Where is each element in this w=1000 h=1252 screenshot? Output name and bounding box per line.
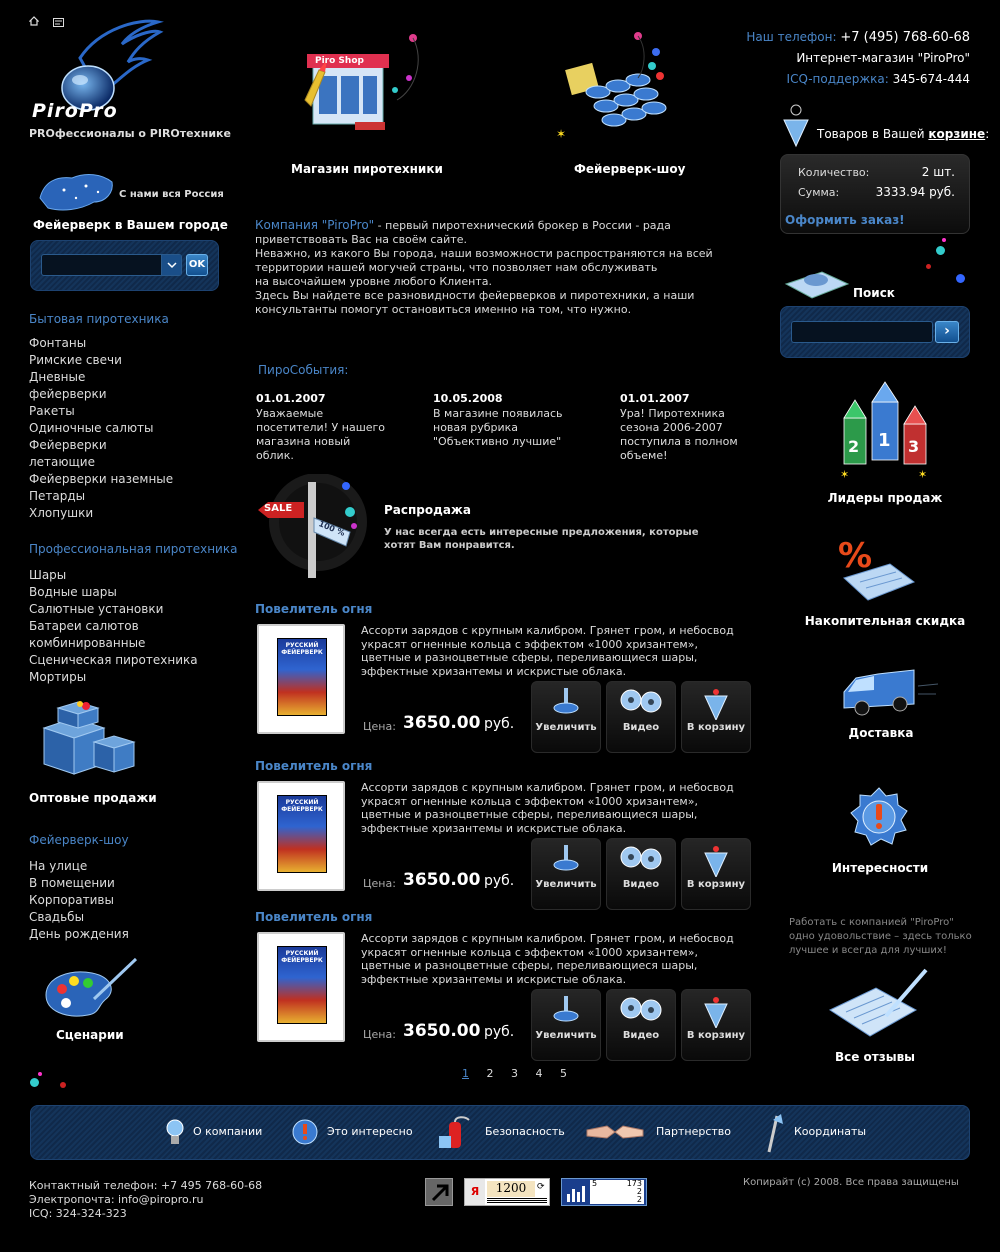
cart-qty: 2 шт. — [921, 165, 955, 179]
menu-item[interactable]: Салютные установки — [29, 602, 164, 616]
shop-icon[interactable] — [285, 30, 445, 150]
add-to-cart-button[interactable]: В корзину — [681, 989, 751, 1061]
svg-text:✶: ✶ — [840, 468, 850, 481]
leader-digit: 3 — [908, 437, 920, 456]
film-reel-icon — [607, 839, 675, 880]
zoom-icon — [532, 839, 600, 880]
leaders-label[interactable]: Лидеры продаж — [827, 491, 943, 505]
checkout-link[interactable]: Оформить заказ! — [785, 213, 905, 227]
cart-panel: Количество: 2 шт. Сумма: 3333.94 руб. Оформить заказ! — [780, 154, 970, 234]
search-input[interactable] — [791, 321, 933, 343]
page-link[interactable]: 3 — [511, 1067, 518, 1080]
events-heading: ПироСобытия: — [258, 363, 349, 377]
price-label: Цена: — [363, 1028, 396, 1041]
city-title: Фейерверк в Вашем городе — [33, 218, 228, 232]
cart-funnel-icon — [682, 839, 750, 880]
menu-pro-heading[interactable]: Профессиональная пиротехника — [29, 542, 238, 556]
menu-item[interactable]: Одиночные салюты — [29, 421, 154, 435]
coordinates-pin-icon — [763, 1112, 785, 1154]
video-button[interactable]: Видео — [606, 989, 676, 1061]
page-link[interactable]: 1 — [462, 1067, 469, 1080]
company-name: Компания "PiroPro" — [255, 218, 375, 232]
zoom-button[interactable]: Увеличить — [531, 989, 601, 1061]
show-label[interactable]: Фейерверк-шоу — [574, 162, 686, 176]
video-button[interactable]: Видео — [606, 681, 676, 753]
counter-value: 1200 — [487, 1181, 535, 1197]
product-description: Ассорти зарядов с крупным калибром. Грянет гром, и небосвод украсят огненные кольца с эффектом «1000 хризантем», цветные и разноцветные сферы, переливающиеся шары, эффектные хризантемы и искристые облака. — [361, 932, 734, 986]
header-icq: 345-674-444 — [892, 72, 970, 86]
city-select[interactable] — [41, 254, 182, 276]
zoom-icon — [532, 682, 600, 723]
discount-label[interactable]: Накопительная скидка — [804, 614, 966, 628]
event-item[interactable]: 01.01.2007 Ура! Пиротехника сезона 2006-2007 поступила в полном объеме! — [620, 392, 738, 462]
product-thumbnail[interactable] — [257, 932, 345, 1042]
search-button[interactable]: › — [935, 321, 959, 343]
delivery-label[interactable]: Доставка — [848, 726, 914, 740]
truck-icon[interactable] — [840, 668, 940, 720]
menu-show — [29, 858, 129, 943]
menu-item[interactable]: Шары — [29, 568, 67, 582]
tagline: PROфессионалы о PIROтехнике — [29, 127, 231, 140]
product-title[interactable]: Повелитель огня — [255, 910, 373, 924]
zoom-button[interactable]: Увеличить — [531, 681, 601, 753]
product-description: Ассорти зарядов с крупным калибром. Грянет гром, и небосвод украсят огненные кольца с эффектом «1000 хризантем», цветные и разноцветные сферы, переливающиеся шары, эффектные хризантемы и искристые облака. — [361, 781, 734, 835]
menu-item[interactable]: Свадьбы — [29, 910, 85, 924]
menu-item[interactable]: Фейерверки — [29, 438, 107, 452]
sale-sign-icon[interactable] — [258, 474, 368, 584]
footer-nav-about[interactable]: О компании — [193, 1125, 263, 1138]
yandex-counter[interactable] — [464, 1178, 550, 1206]
search-panel — [780, 306, 970, 358]
yandex-letter: Я — [465, 1179, 485, 1205]
copyright: Копирайт (c) 2008. Все права защищены — [743, 1177, 959, 1188]
decor-dot — [956, 274, 965, 283]
product-description: Ассорти зарядов с крупным калибром. Грянет гром, и небосвод украсят огненные кольца с эффектом «1000 хризантем», цветные и разноцветные сферы, переливающиеся шары, эффектные хризантемы и искристые облака. — [361, 624, 734, 678]
shop-label[interactable]: Магазин пиротехники — [291, 162, 443, 176]
cart-funnel-icon — [682, 990, 750, 1031]
product-thumbnail[interactable] — [257, 781, 345, 891]
sale-title[interactable]: Распродажа — [384, 503, 471, 517]
menu-item[interactable]: В помещении — [29, 876, 115, 890]
page-link[interactable]: 4 — [535, 1067, 543, 1080]
wholesale-label[interactable]: Оптовые продажи — [29, 791, 157, 805]
menu-item[interactable]: Хлопушки — [29, 506, 94, 520]
menu-item[interactable]: Дневные — [29, 370, 86, 384]
product-box-image: РУССКИЙ ФЕЙЕРВЕРК — [277, 795, 327, 873]
palette-icon[interactable] — [40, 955, 140, 1021]
footer-email[interactable]: info@piropro.ru — [118, 1193, 204, 1206]
svg-text:✶: ✶ — [556, 127, 567, 141]
film-reel-icon — [607, 990, 675, 1031]
menu-item[interactable]: Фонтаны — [29, 336, 87, 350]
footer-contacts: Контактный телефон: +7 495 768-60-68 Электропочта: info@piropro.ru ICQ: 324-324-323 — [29, 1179, 263, 1220]
footer-nav-interesting[interactable]: Это интересно — [327, 1125, 413, 1138]
sale-text: У нас всегда есть интересные предложения, которые хотят Вам понравится. — [384, 527, 699, 551]
percent-sign: % — [838, 536, 873, 576]
decor-dot — [942, 238, 946, 242]
footer-icq: 324-324-323 — [55, 1207, 127, 1220]
menu-item[interactable]: летающие — [29, 455, 95, 469]
menu-item[interactable]: Ракеты — [29, 404, 75, 418]
fire-extinguisher-icon — [435, 1114, 475, 1150]
sale-sign-text: SALE — [264, 503, 293, 514]
menu-pro — [29, 567, 198, 686]
footer-phone: +7 495 768-60-68 — [160, 1179, 263, 1192]
menu-item[interactable]: На улице — [29, 859, 88, 873]
header-phone: +7 (495) 768-60-68 — [840, 30, 970, 45]
leaders-rockets-icon[interactable] — [836, 380, 936, 485]
search-label: Поиск — [853, 286, 895, 300]
russia-map-icon — [36, 168, 116, 214]
wholesale-cubes-icon[interactable] — [34, 698, 144, 780]
contact-block: Наш телефон: +7 (495) 768-60-68 Интернет-магазин "PiroPro" ICQ-поддержка: 345-674-444 — [746, 30, 970, 86]
event-item[interactable]: 01.01.2007 Уважаемые посетители! У нашего магазина новый облик. — [256, 392, 386, 462]
add-to-cart-button[interactable]: В корзину — [681, 838, 751, 910]
menu-item[interactable]: Корпоративы — [29, 893, 114, 907]
fireworks-battery-icon[interactable] — [548, 30, 698, 150]
menu-item[interactable]: Батареи салютов — [29, 619, 139, 633]
zoom-button[interactable]: Увеличить — [531, 838, 601, 910]
film-reel-icon — [607, 682, 675, 723]
exclamation-badge-icon[interactable] — [848, 786, 910, 848]
notebook-pen-icon[interactable] — [826, 966, 930, 1042]
cart-funnel-icon — [782, 100, 812, 150]
footer-nav-bar — [30, 1105, 970, 1160]
decor-dot — [38, 1072, 42, 1076]
product-thumbnail[interactable] — [257, 624, 345, 734]
add-to-cart-button[interactable]: В корзину — [681, 681, 751, 753]
bar-chart-icon — [566, 1184, 586, 1202]
leader-digit: 1 — [878, 430, 891, 451]
page-link[interactable]: 5 — [560, 1067, 567, 1080]
reviews-label[interactable]: Все отзывы — [834, 1050, 916, 1064]
menu-item[interactable]: комбинированные — [29, 636, 146, 650]
menu-item[interactable]: Римские свечи — [29, 353, 122, 367]
menu-show-heading[interactable]: Фейерверк-шоу — [29, 833, 129, 847]
shop-name: Интернет-магазин "PiroPro" — [796, 51, 970, 65]
footer-nav-partnership[interactable]: Партнерство — [656, 1125, 732, 1138]
menu-item[interactable]: Сценическая пиротехника — [29, 653, 198, 667]
logo-text: PiroPro — [32, 100, 118, 122]
leader-digit: 2 — [848, 437, 860, 456]
sale-tag-text: 100 % — [317, 519, 347, 538]
product-price: 3650.00 руб. — [403, 713, 515, 733]
scenarios-label[interactable]: Сценарии — [56, 1028, 124, 1042]
menu-item[interactable]: Фейерверки наземные — [29, 472, 174, 486]
menu-item[interactable]: Мортиры — [29, 670, 87, 684]
menu-household — [29, 335, 173, 522]
logo[interactable] — [30, 18, 170, 123]
shop-sign: Piro Shop — [315, 56, 364, 66]
chevron-down-icon[interactable] — [161, 255, 181, 275]
decor-dot — [60, 1082, 66, 1088]
menu-item[interactable]: фейерверки — [29, 387, 107, 401]
menu-item[interactable]: День рождения — [29, 927, 129, 941]
decor-dot — [936, 246, 945, 255]
counter-stripes — [487, 1198, 547, 1204]
product-price: 3650.00 руб. — [403, 870, 515, 890]
cart-funnel-icon — [682, 682, 750, 723]
handshake-icon — [585, 1118, 645, 1144]
lightbulb-icon — [165, 1118, 185, 1148]
product-box-image: РУССКИЙ ФЕЙЕРВЕРК — [277, 946, 327, 1024]
discount-icon[interactable] — [830, 538, 920, 604]
city-select-panel — [30, 240, 219, 291]
footer-nav-safety[interactable]: Безопасность — [485, 1125, 565, 1138]
product-title[interactable]: Повелитель огня — [255, 602, 373, 616]
event-item[interactable]: 10.05.2008 В магазине появилась новая рубрика "Объективно лучшие" — [433, 392, 563, 448]
menu-item[interactable]: Петарды — [29, 489, 86, 503]
decor-dot — [926, 264, 931, 269]
footer-nav-coordinates[interactable]: Координаты — [794, 1125, 867, 1138]
stats-counter[interactable] — [561, 1178, 647, 1206]
price-label: Цена: — [363, 720, 396, 733]
refresh-icon: ⟳ — [537, 1182, 545, 1192]
product-price: 3650.00 руб. — [403, 1021, 515, 1041]
cart-heading: Товаров в Вашей корзине: — [817, 127, 990, 141]
cart-link[interactable]: корзине — [928, 127, 986, 141]
arrow-counter-icon[interactable] — [425, 1178, 453, 1206]
menu-item[interactable]: Водные шары — [29, 585, 117, 599]
video-button[interactable]: Видео — [606, 838, 676, 910]
page-link[interactable]: 2 — [486, 1067, 494, 1080]
cart-sum: 3333.94 руб. — [875, 185, 955, 199]
stats-values: 5 173 2 2 — [592, 1179, 642, 1204]
interesting-label[interactable]: Интересности — [831, 861, 929, 875]
intro-text: Компания "PiroPro" - первый пиротехнический брокер в России - рада приветствовать Вас на своём сайте. Неважно, из какого Вы города, наши возможности распространяются на всей территории нашей могучей страны, что позволяет нам обслуживать на высочайшем уровне любого Клиента. Здесь Вы найдете все разновидности фейерверков и пиротехники, а наши консультанты помогут остановиться именно на том, что нужно. — [255, 218, 713, 316]
product-title[interactable]: Повелитель огня — [255, 759, 373, 773]
city-ok-button[interactable]: OK — [186, 254, 208, 276]
decor-dot — [30, 1078, 39, 1087]
product-box-image: РУССКИЙ ФЕЙЕРВЕРК — [277, 638, 327, 716]
exclamation-small-icon — [291, 1116, 319, 1148]
zoom-icon — [532, 990, 600, 1031]
svg-text:✶: ✶ — [918, 468, 928, 481]
pagination — [462, 1067, 567, 1080]
price-label: Цена: — [363, 877, 396, 890]
quote-text: Работать с компанией "PiroPro" одно удовольствие – здесь только лучшее и всегда для лучших! — [789, 917, 972, 956]
russia-text: С нами вся Россия — [119, 189, 224, 200]
menu-household-heading[interactable]: Бытовая пиротехника — [29, 312, 169, 326]
search-disk-icon — [782, 262, 852, 302]
